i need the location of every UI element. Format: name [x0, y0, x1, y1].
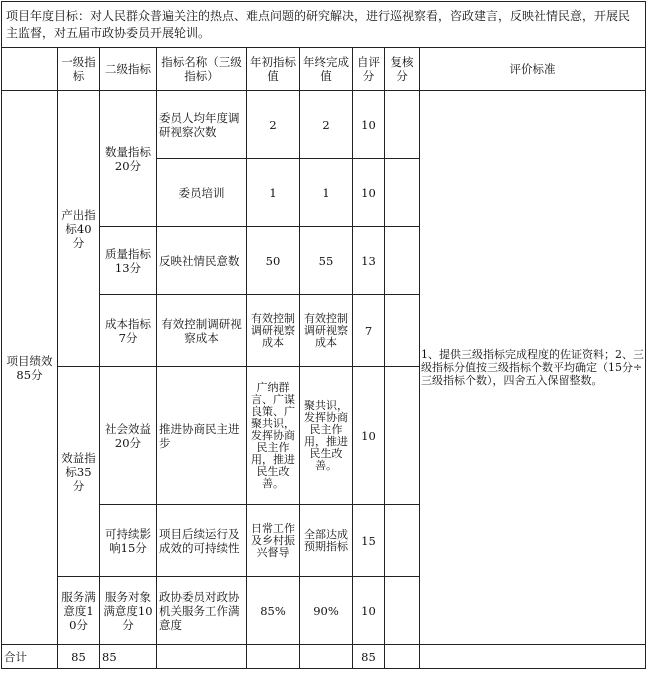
header-criteria: 评价标准 — [420, 48, 646, 91]
initial-value: 2 — [247, 91, 300, 159]
final-value: 聚共识，发挥协商民主作用，推进民生改善。 — [300, 367, 353, 505]
l2-service-satisfaction: 服务对象满意度10分 — [100, 577, 157, 645]
evaluation-criteria: 1、提供三级指标完成程度的佐证资料；2、三级指标分值按三级指标个数平均确定（15分÷三级指标个数），四舍五入保留整数。 — [420, 91, 646, 645]
review-score — [385, 159, 420, 227]
l2-social-benefit: 社会效益20分 — [100, 367, 157, 505]
final-value: 90% — [300, 577, 353, 645]
final-value: 有效控制调研视察成本 — [300, 295, 353, 367]
self-score: 7 — [353, 295, 385, 367]
initial-value: 广纳群言、广谋良策、广聚共识，发挥协商民主作用，推进民生改善。 — [247, 367, 300, 505]
total-level2: 85 — [100, 645, 157, 669]
self-score: 15 — [353, 505, 385, 577]
indicator-name: 政协委员对政协机关服务工作满意度 — [157, 577, 247, 645]
initial-value: 日常工作及乡村振兴督导 — [247, 505, 300, 577]
l2-cost: 成本指标7分 — [100, 295, 157, 367]
indicator-name: 推进协商民主进步 — [157, 367, 247, 505]
header-level3: 指标名称（三级指标） — [157, 48, 247, 91]
l2-quantity: 数量指标20分 — [100, 91, 157, 227]
l2-sustainability: 可持续影响15分 — [100, 505, 157, 577]
review-score — [385, 367, 420, 505]
total-blank — [300, 645, 353, 669]
self-score: 10 — [353, 577, 385, 645]
project-performance: 项目绩效85分 — [2, 91, 58, 645]
initial-value: 1 — [247, 159, 300, 227]
final-value: 2 — [300, 91, 353, 159]
final-value: 全部达成预期指标 — [300, 505, 353, 577]
group-satisfaction: 服务满意度10分 — [58, 577, 100, 645]
self-score: 13 — [353, 227, 385, 295]
initial-value: 85% — [247, 577, 300, 645]
annual-goal: 项目年度目标：对人民群众普遍关注的热点、难点问题的研究解决，进行巡视察看，咨政建言，反映社情民意，开展民主监督，对五届市政协委员开展轮训。 — [2, 2, 646, 48]
total-blank — [420, 645, 646, 669]
indicator-name: 有效控制调研视察成本 — [157, 295, 247, 367]
total-label: 合计 — [2, 645, 58, 669]
header-blank — [2, 48, 58, 91]
total-self-score: 85 — [353, 645, 385, 669]
review-score — [385, 227, 420, 295]
group-output: 产出指标40分 — [58, 91, 100, 367]
performance-table — [1, 1, 646, 669]
indicator-name: 项目后续运行及成效的可持续性 — [157, 505, 247, 577]
review-score — [385, 577, 420, 645]
header-initial: 年初指标值 — [247, 48, 300, 91]
total-blank — [157, 645, 247, 669]
review-score — [385, 295, 420, 367]
self-score: 10 — [353, 367, 385, 505]
header-self-score: 自评分 — [353, 48, 385, 91]
final-value: 55 — [300, 227, 353, 295]
initial-value: 有效控制调研视察成本 — [247, 295, 300, 367]
indicator-name: 委员人均年度调研视察次数 — [157, 91, 247, 159]
self-score: 10 — [353, 159, 385, 227]
review-score — [385, 91, 420, 159]
final-value: 1 — [300, 159, 353, 227]
indicator-name: 委员培训 — [157, 159, 247, 227]
header-level2: 二级指标 — [100, 48, 157, 91]
header-final: 年终完成值 — [300, 48, 353, 91]
l2-quality: 质量指标13分 — [100, 227, 157, 295]
group-effect: 效益指标35分 — [58, 367, 100, 577]
review-score — [385, 505, 420, 577]
indicator-name: 反映社情民意数 — [157, 227, 247, 295]
header-review-score: 复核分 — [385, 48, 420, 91]
total-level1: 85 — [58, 645, 100, 669]
self-score: 10 — [353, 91, 385, 159]
initial-value: 50 — [247, 227, 300, 295]
total-blank — [385, 645, 420, 669]
header-level1: 一级指标 — [58, 48, 100, 91]
total-blank — [247, 645, 300, 669]
